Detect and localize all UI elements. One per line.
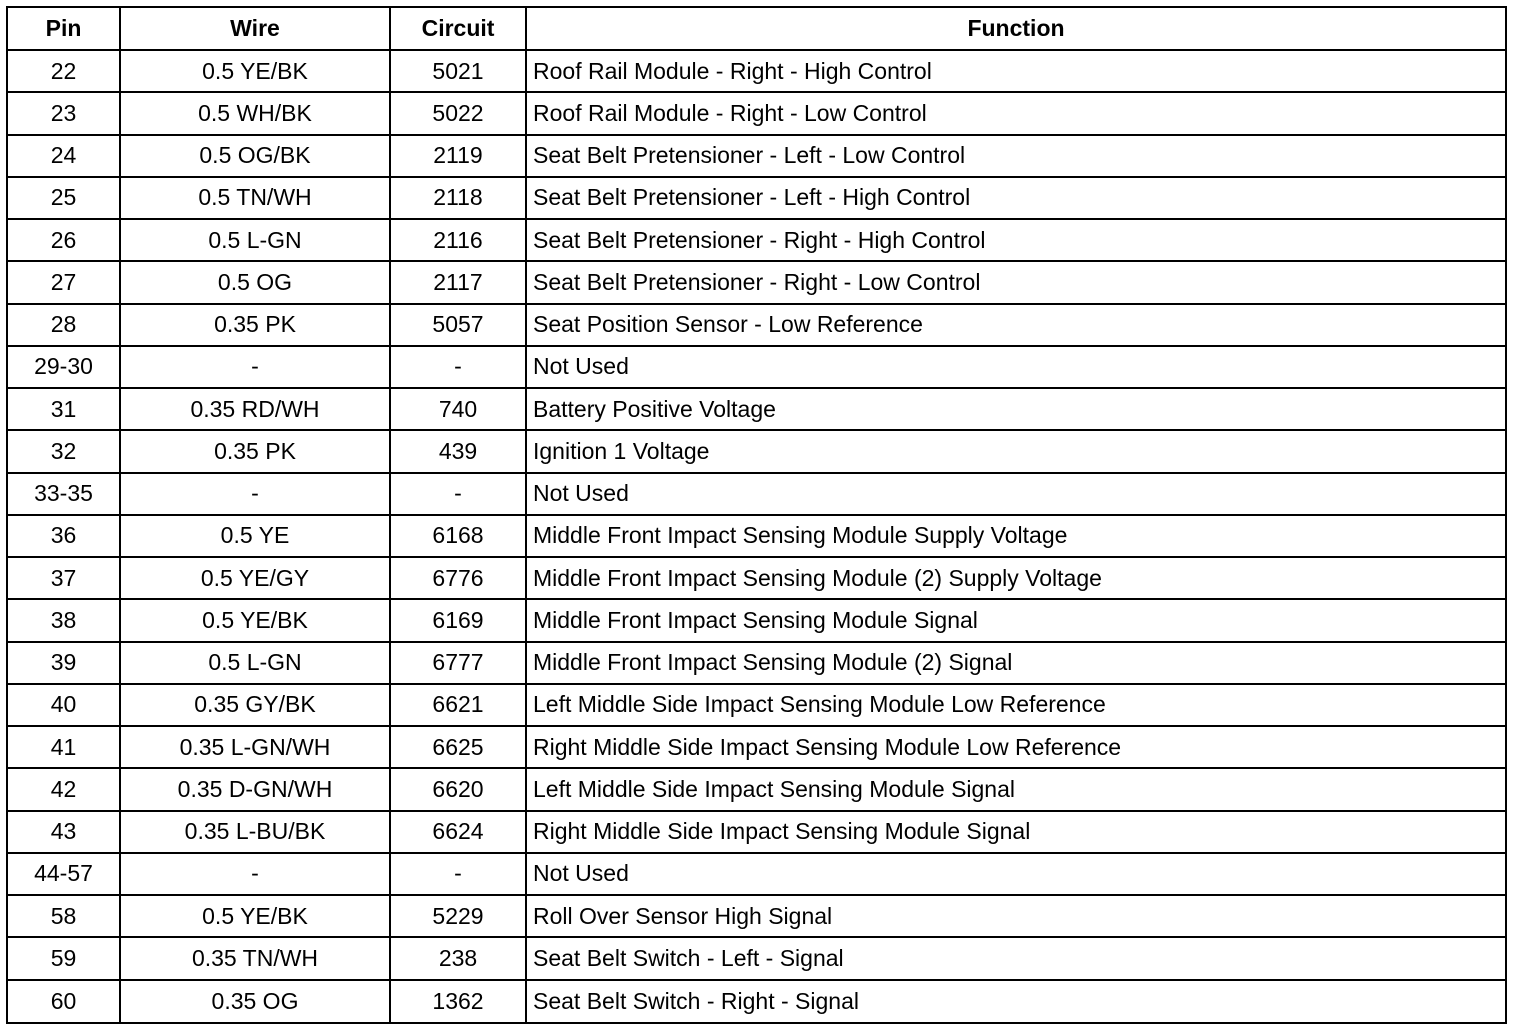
cell-function: Middle Front Impact Sensing Module (2) Signal: [526, 642, 1505, 684]
cell-circuit: 2117: [390, 261, 526, 303]
header-circuit: Circuit: [390, 8, 526, 50]
cell-circuit: 439: [390, 430, 526, 472]
cell-function: Ignition 1 Voltage: [526, 430, 1505, 472]
table-row: [8, 811, 1505, 853]
cell-pin: 43: [8, 811, 120, 853]
table-row: [8, 92, 1505, 134]
table-row: [8, 219, 1505, 261]
cell-pin: 25: [8, 177, 120, 219]
table-row: [8, 135, 1505, 177]
cell-circuit: 1362: [390, 980, 526, 1023]
cell-circuit: 5022: [390, 92, 526, 134]
cell-function: Roof Rail Module - Right - Low Control: [526, 92, 1505, 134]
cell-wire: 0.35 D-GN/WH: [120, 768, 390, 810]
cell-wire: 0.35 TN/WH: [120, 937, 390, 979]
cell-function: Not Used: [526, 473, 1505, 515]
cell-function: Seat Belt Pretensioner - Left - Low Control: [526, 135, 1505, 177]
table-row: [8, 895, 1505, 937]
cell-pin: 59: [8, 937, 120, 979]
cell-pin: 28: [8, 304, 120, 346]
table-row: [8, 304, 1505, 346]
cell-function: Seat Belt Switch - Right - Signal: [526, 980, 1505, 1023]
cell-wire: 0.5 L-GN: [120, 642, 390, 684]
cell-wire: 0.5 YE/BK: [120, 895, 390, 937]
cell-wire: 0.5 OG/BK: [120, 135, 390, 177]
cell-pin: 60: [8, 980, 120, 1023]
table-row: [8, 515, 1505, 557]
cell-pin: 26: [8, 219, 120, 261]
cell-pin: 41: [8, 726, 120, 768]
cell-circuit: 6625: [390, 726, 526, 768]
cell-circuit: 6168: [390, 515, 526, 557]
cell-circuit: -: [390, 853, 526, 895]
table-row: [8, 937, 1505, 979]
cell-function: Left Middle Side Impact Sensing Module Signal: [526, 768, 1505, 810]
cell-pin: 23: [8, 92, 120, 134]
connector-pinout-table: [8, 8, 1505, 1022]
cell-function: Middle Front Impact Sensing Module Supply Voltage: [526, 515, 1505, 557]
cell-function: Not Used: [526, 346, 1505, 388]
cell-pin: 29-30: [8, 346, 120, 388]
cell-circuit: -: [390, 346, 526, 388]
cell-pin: 36: [8, 515, 120, 557]
table-row: [8, 473, 1505, 515]
cell-circuit: 238: [390, 937, 526, 979]
cell-pin: 22: [8, 50, 120, 92]
cell-pin: 33-35: [8, 473, 120, 515]
cell-function: Seat Position Sensor - Low Reference: [526, 304, 1505, 346]
cell-function: Battery Positive Voltage: [526, 388, 1505, 430]
cell-circuit: 5229: [390, 895, 526, 937]
cell-function: Middle Front Impact Sensing Module (2) Supply Voltage: [526, 557, 1505, 599]
cell-pin: 37: [8, 557, 120, 599]
table-row: [8, 388, 1505, 430]
header-function: Function: [526, 8, 1505, 50]
cell-function: Right Middle Side Impact Sensing Module Signal: [526, 811, 1505, 853]
cell-wire: 0.35 PK: [120, 430, 390, 472]
cell-function: Seat Belt Switch - Left - Signal: [526, 937, 1505, 979]
cell-wire: 0.5 YE/BK: [120, 599, 390, 641]
cell-function: Not Used: [526, 853, 1505, 895]
cell-pin: 58: [8, 895, 120, 937]
cell-circuit: 6624: [390, 811, 526, 853]
cell-function: Right Middle Side Impact Sensing Module Low Reference: [526, 726, 1505, 768]
cell-circuit: 2118: [390, 177, 526, 219]
cell-wire: 0.35 PK: [120, 304, 390, 346]
cell-pin: 24: [8, 135, 120, 177]
cell-wire: 0.5 YE/BK: [120, 50, 390, 92]
table-row: [8, 557, 1505, 599]
cell-pin: 40: [8, 684, 120, 726]
table-row: [8, 177, 1505, 219]
cell-wire: -: [120, 853, 390, 895]
cell-wire: 0.5 YE/GY: [120, 557, 390, 599]
cell-pin: 27: [8, 261, 120, 303]
cell-function: Middle Front Impact Sensing Module Signal: [526, 599, 1505, 641]
cell-circuit: 5057: [390, 304, 526, 346]
table-row: [8, 346, 1505, 388]
cell-function: Left Middle Side Impact Sensing Module Low Reference: [526, 684, 1505, 726]
cell-wire: -: [120, 473, 390, 515]
cell-wire: -: [120, 346, 390, 388]
cell-pin: 42: [8, 768, 120, 810]
cell-circuit: 740: [390, 388, 526, 430]
table-row: [8, 430, 1505, 472]
cell-function: Seat Belt Pretensioner - Right - High Control: [526, 219, 1505, 261]
cell-circuit: 6621: [390, 684, 526, 726]
cell-wire: 0.5 WH/BK: [120, 92, 390, 134]
cell-function: Seat Belt Pretensioner - Left - High Control: [526, 177, 1505, 219]
header-pin: Pin: [8, 8, 120, 50]
cell-wire: 0.5 YE: [120, 515, 390, 557]
cell-pin: 31: [8, 388, 120, 430]
cell-wire: 0.5 OG: [120, 261, 390, 303]
table-body: [8, 50, 1505, 1022]
cell-function: Roof Rail Module - Right - High Control: [526, 50, 1505, 92]
cell-wire: 0.35 GY/BK: [120, 684, 390, 726]
table-row: [8, 853, 1505, 895]
cell-wire: 0.5 L-GN: [120, 219, 390, 261]
table-row: [8, 642, 1505, 684]
cell-circuit: 2116: [390, 219, 526, 261]
cell-wire: 0.35 OG: [120, 980, 390, 1023]
cell-circuit: 6620: [390, 768, 526, 810]
cell-circuit: 6777: [390, 642, 526, 684]
cell-wire: 0.35 L-GN/WH: [120, 726, 390, 768]
cell-pin: 32: [8, 430, 120, 472]
header-wire: Wire: [120, 8, 390, 50]
cell-circuit: 6776: [390, 557, 526, 599]
table-header-row: [8, 8, 1505, 50]
cell-circuit: -: [390, 473, 526, 515]
cell-circuit: 6169: [390, 599, 526, 641]
connector-pinout-table-frame: [6, 6, 1507, 1024]
table-row: [8, 980, 1505, 1023]
table-row: [8, 50, 1505, 92]
cell-function: Roll Over Sensor High Signal: [526, 895, 1505, 937]
table-row: [8, 726, 1505, 768]
table-row: [8, 599, 1505, 641]
cell-pin: 44-57: [8, 853, 120, 895]
cell-wire: 0.35 L-BU/BK: [120, 811, 390, 853]
cell-pin: 38: [8, 599, 120, 641]
cell-pin: 39: [8, 642, 120, 684]
cell-wire: 0.5 TN/WH: [120, 177, 390, 219]
cell-circuit: 2119: [390, 135, 526, 177]
table-row: [8, 684, 1505, 726]
cell-function: Seat Belt Pretensioner - Right - Low Control: [526, 261, 1505, 303]
cell-wire: 0.35 RD/WH: [120, 388, 390, 430]
table-row: [8, 768, 1505, 810]
cell-circuit: 5021: [390, 50, 526, 92]
table-row: [8, 261, 1505, 303]
